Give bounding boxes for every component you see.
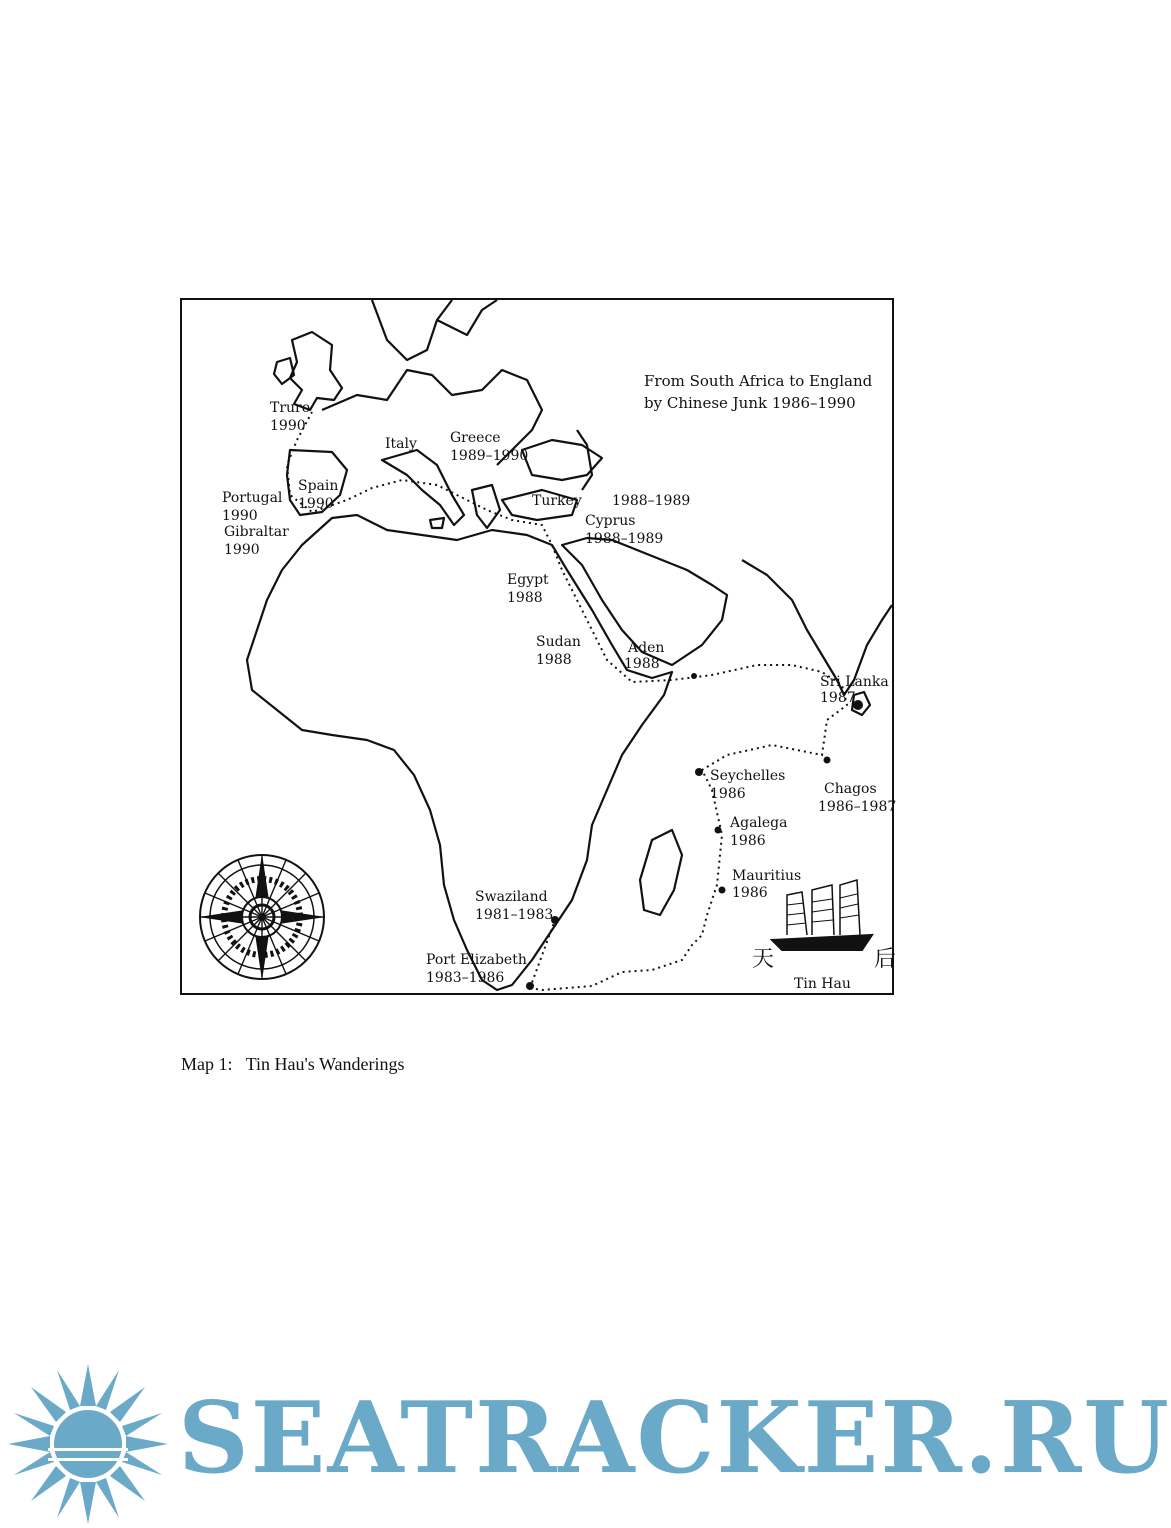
label-sudan: Sudan xyxy=(536,634,581,650)
label-agalega-year: 1986 xyxy=(730,833,766,849)
label-portugal: Portugal xyxy=(222,490,283,506)
label-swaziland-year: 1981–1983 xyxy=(475,907,554,923)
label-gibraltar-year: 1990 xyxy=(224,542,260,558)
label-italy: Italy xyxy=(385,436,417,452)
label-agalega: Agalega xyxy=(730,815,788,831)
compass-rose xyxy=(200,855,324,979)
label-port-elizabeth: Port Elizabeth xyxy=(426,952,527,968)
swaziland-route xyxy=(530,920,555,988)
label-aden: Aden xyxy=(628,640,665,656)
label-greece: Greece xyxy=(450,430,501,446)
stop-socotra xyxy=(691,673,697,679)
sun-icon xyxy=(8,1364,168,1524)
label-egypt: Egypt xyxy=(507,572,549,588)
label-chagos: Chagos xyxy=(824,781,877,797)
label-port-elizabeth-year: 1983–1986 xyxy=(426,970,505,986)
label-greece-year: 1989–1990 xyxy=(450,448,529,464)
sicily-coast xyxy=(430,518,444,528)
label-gibraltar: Gibraltar xyxy=(224,524,289,540)
label-sri-lanka: Sri Lanka xyxy=(820,674,889,690)
label-mauritius: Mauritius xyxy=(732,868,802,884)
britain-coast xyxy=(290,332,342,410)
label-seychelles: Seychelles xyxy=(710,768,786,784)
stop-agalega xyxy=(715,827,722,834)
label-chagos-year: 1986–1987 xyxy=(818,799,897,815)
label-spain-year: 1990 xyxy=(298,496,334,512)
label-cyprus: Cyprus xyxy=(585,513,636,529)
ship-label: Tin Hau xyxy=(794,976,851,992)
map-title-line2: by Chinese Junk 1986–1990 xyxy=(644,394,856,412)
ship-char-left: 天 xyxy=(752,947,775,972)
label-sri-lanka-year: 1987 xyxy=(820,690,856,706)
caspian-coast xyxy=(577,430,592,490)
stop-port-elizabeth xyxy=(526,982,534,990)
map-frame xyxy=(180,298,897,995)
greece-coast xyxy=(472,485,500,528)
label-egypt-year: 1988 xyxy=(507,590,543,606)
label-swaziland: Swaziland xyxy=(475,889,548,905)
label-aden-year: 1988 xyxy=(624,656,660,672)
madagascar-coast xyxy=(640,830,682,915)
ship-char-right: 后 xyxy=(874,947,897,972)
watermark-text: SEATRACKER.RU xyxy=(178,1381,1171,1496)
label-turkey-year: 1988–1989 xyxy=(612,493,691,509)
label-mauritius-year: 1986 xyxy=(732,885,768,901)
junk-ship xyxy=(752,880,896,972)
stop-mauritius xyxy=(719,887,726,894)
place-labels xyxy=(222,400,896,986)
stop-chagos xyxy=(824,757,831,764)
label-seychelles-year: 1986 xyxy=(710,786,746,802)
label-portugal-year: 1990 xyxy=(222,508,258,524)
stop-seychelles xyxy=(695,768,703,776)
label-sudan-year: 1988 xyxy=(536,652,572,668)
label-truro: Truro xyxy=(270,400,311,416)
label-truro-year: 1990 xyxy=(270,418,306,434)
map-caption: Map 1: Tin Hau's Wanderings xyxy=(181,1054,405,1074)
map-title-line1: From South Africa to England xyxy=(644,372,873,390)
label-spain: Spain xyxy=(298,478,339,494)
label-turkey: Turkey xyxy=(532,493,582,509)
scandinavia-coast xyxy=(372,300,497,360)
route-map xyxy=(182,300,897,993)
label-cyprus-year: 1988–1989 xyxy=(585,531,664,547)
